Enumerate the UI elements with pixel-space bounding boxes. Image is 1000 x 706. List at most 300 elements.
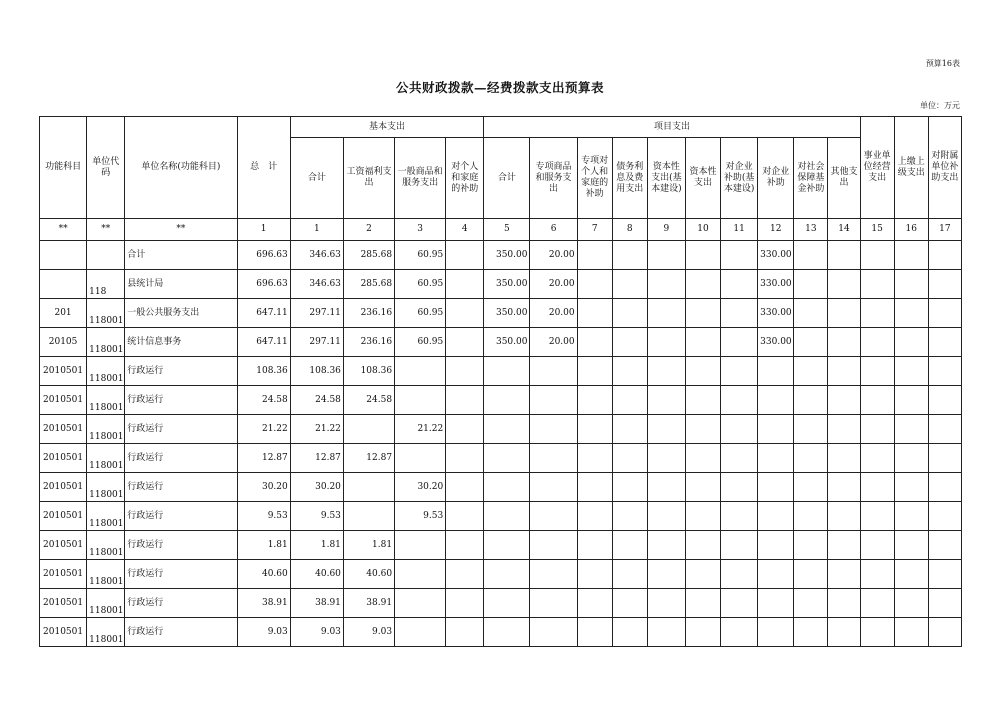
basic-goods-cell [395, 386, 446, 415]
table-row [40, 357, 962, 386]
project-other-cell [828, 241, 860, 270]
basic-wage-cell: 12.87 [343, 444, 394, 473]
unit-name-cell: 行政运行 [125, 589, 237, 618]
project-goods-cell [530, 473, 577, 502]
project-total-cell [484, 415, 530, 444]
basic-total-cell: 12.87 [290, 444, 343, 473]
unit-code-cell [87, 241, 125, 270]
func-subject-cell: 2010501 [40, 560, 87, 589]
project-goods-cell [530, 618, 577, 647]
total-cell: 9.53 [237, 502, 290, 531]
project-enterprise-cell [758, 473, 794, 502]
project-total-cell [484, 531, 530, 560]
project-social-security-cell [794, 531, 828, 560]
project-total-cell: 350.00 [484, 270, 530, 299]
project-other-cell [828, 589, 860, 618]
project-personal-cell [577, 444, 612, 473]
header-basic-col: 合计 [290, 138, 343, 219]
affiliated-subsidy-cell [928, 589, 961, 618]
header-project-col: 资本性支出(基本建设) [647, 138, 685, 219]
basic-total-cell: 297.11 [290, 299, 343, 328]
header-unit-name: 单位名称(功能科目) [125, 117, 237, 219]
basic-total-cell: 9.53 [290, 502, 343, 531]
project-social-security-cell [794, 444, 828, 473]
table-row [40, 618, 962, 647]
project-enterprise-base-cell [721, 357, 758, 386]
upper-level-cell [894, 444, 928, 473]
basic-total-cell: 38.91 [290, 589, 343, 618]
project-enterprise-cell [758, 502, 794, 531]
basic-goods-cell [395, 589, 446, 618]
table-row [40, 328, 962, 357]
func-subject-cell: 20105 [40, 328, 87, 357]
project-interest-cell [612, 560, 647, 589]
affiliated-subsidy-cell [928, 618, 961, 647]
project-enterprise-cell: 330.00 [758, 241, 794, 270]
project-total-cell [484, 560, 530, 589]
page-title: 公共财政拨款—经费拨款支出预算表 [395, 80, 604, 95]
project-enterprise-base-cell [721, 444, 758, 473]
basic-total-cell: 9.03 [290, 618, 343, 647]
affiliated-subsidy-cell [928, 386, 961, 415]
project-goods-cell [530, 386, 577, 415]
column-index-cell: 2 [343, 219, 394, 241]
project-interest-cell [612, 531, 647, 560]
header-project-group: 项目支出 [484, 117, 860, 138]
header-basic-col: 对个人和家庭的补助 [446, 138, 484, 219]
business-operation-cell [860, 328, 894, 357]
unit-name-cell: 行政运行 [125, 357, 237, 386]
basic-personal-cell [446, 270, 484, 299]
func-subject-cell: 2010501 [40, 415, 87, 444]
project-capital-cell [685, 241, 720, 270]
project-personal-cell [577, 299, 612, 328]
func-subject-cell: 2010501 [40, 531, 87, 560]
basic-goods-cell: 30.20 [395, 473, 446, 502]
project-interest-cell [612, 386, 647, 415]
project-total-cell: 350.00 [484, 328, 530, 357]
business-operation-cell [860, 270, 894, 299]
project-interest-cell [612, 618, 647, 647]
unit-code-cell: 118001 [87, 299, 125, 328]
unit-code-cell: 118001 [87, 560, 125, 589]
project-personal-cell [577, 473, 612, 502]
basic-wage-cell: 1.81 [343, 531, 394, 560]
func-subject-cell: 2010501 [40, 357, 87, 386]
upper-level-cell [894, 502, 928, 531]
project-social-security-cell [794, 502, 828, 531]
header-project-col: 其他支出 [828, 138, 860, 219]
project-capital-cell [685, 560, 720, 589]
project-goods-cell [530, 415, 577, 444]
basic-wage-cell: 108.36 [343, 357, 394, 386]
project-other-cell [828, 444, 860, 473]
basic-personal-cell [446, 241, 484, 270]
table-row [40, 560, 962, 589]
project-social-security-cell [794, 328, 828, 357]
unit-name-cell: 行政运行 [125, 473, 237, 502]
project-interest-cell [612, 270, 647, 299]
project-capital-cell [685, 270, 720, 299]
header-unit-code: 单位代码 [87, 117, 125, 219]
table-row [40, 589, 962, 618]
project-interest-cell [612, 241, 647, 270]
project-social-security-cell [794, 241, 828, 270]
project-enterprise-base-cell [721, 241, 758, 270]
column-index-cell: 11 [721, 219, 758, 241]
project-enterprise-cell: 330.00 [758, 270, 794, 299]
column-index-cell: 15 [860, 219, 894, 241]
table-row [40, 299, 962, 328]
project-goods-cell [530, 531, 577, 560]
unit-name-cell: 行政运行 [125, 531, 237, 560]
column-index-cell: 9 [647, 219, 685, 241]
project-enterprise-base-cell [721, 531, 758, 560]
total-cell: 696.63 [237, 270, 290, 299]
basic-personal-cell [446, 589, 484, 618]
column-index-cell: 8 [612, 219, 647, 241]
basic-goods-cell [395, 531, 446, 560]
affiliated-subsidy-cell [928, 473, 961, 502]
business-operation-cell [860, 560, 894, 589]
project-capital-base-cell [647, 473, 685, 502]
total-cell: 696.63 [237, 241, 290, 270]
column-index-cell: ** [40, 219, 87, 241]
total-cell: 647.11 [237, 328, 290, 357]
func-subject-cell: 2010501 [40, 473, 87, 502]
project-social-security-cell [794, 299, 828, 328]
business-operation-cell [860, 386, 894, 415]
business-operation-cell [860, 502, 894, 531]
project-other-cell [828, 531, 860, 560]
total-cell: 21.22 [237, 415, 290, 444]
project-capital-base-cell [647, 618, 685, 647]
project-enterprise-cell [758, 444, 794, 473]
basic-personal-cell [446, 473, 484, 502]
project-capital-cell [685, 357, 720, 386]
basic-wage-cell: 9.03 [343, 618, 394, 647]
project-personal-cell [577, 386, 612, 415]
project-capital-cell [685, 589, 720, 618]
total-cell: 9.03 [237, 618, 290, 647]
project-personal-cell [577, 241, 612, 270]
basic-total-cell: 30.20 [290, 473, 343, 502]
basic-goods-cell: 9.53 [395, 502, 446, 531]
project-total-cell [484, 618, 530, 647]
header-basic-col: 一般商品和服务支出 [395, 138, 446, 219]
project-capital-base-cell [647, 241, 685, 270]
header-other-col: 上缴上级支出 [894, 117, 928, 219]
header-other-col: 对附属单位补助支出 [928, 117, 961, 219]
column-index-cell: 6 [530, 219, 577, 241]
upper-level-cell [894, 357, 928, 386]
unit-code-cell: 118001 [87, 328, 125, 357]
basic-total-cell: 24.58 [290, 386, 343, 415]
func-subject-cell: 2010501 [40, 618, 87, 647]
table-row [40, 473, 962, 502]
basic-goods-cell: 60.95 [395, 270, 446, 299]
project-total-cell [484, 502, 530, 531]
project-personal-cell [577, 357, 612, 386]
project-capital-cell [685, 473, 720, 502]
project-enterprise-base-cell [721, 618, 758, 647]
basic-wage-cell: 38.91 [343, 589, 394, 618]
total-cell: 24.58 [237, 386, 290, 415]
project-enterprise-cell [758, 618, 794, 647]
project-capital-cell [685, 386, 720, 415]
basic-wage-cell [343, 502, 394, 531]
basic-personal-cell [446, 560, 484, 589]
total-cell: 38.91 [237, 589, 290, 618]
column-index-cell: 5 [484, 219, 530, 241]
project-interest-cell [612, 357, 647, 386]
func-subject-cell [40, 270, 87, 299]
project-personal-cell [577, 502, 612, 531]
table-number: 预算16表 [925, 59, 960, 68]
upper-level-cell [894, 560, 928, 589]
basic-wage-cell: 285.68 [343, 241, 394, 270]
project-total-cell [484, 473, 530, 502]
column-index-cell: 10 [685, 219, 720, 241]
project-social-security-cell [794, 473, 828, 502]
unit-code-cell: 118001 [87, 618, 125, 647]
unit-name-cell: 合计 [125, 241, 237, 270]
affiliated-subsidy-cell [928, 444, 961, 473]
header-project-col: 专项商品和服务支出 [530, 138, 577, 219]
basic-personal-cell [446, 444, 484, 473]
unit-name-cell: 行政运行 [125, 618, 237, 647]
project-capital-base-cell [647, 386, 685, 415]
upper-level-cell [894, 473, 928, 502]
basic-total-cell: 21.22 [290, 415, 343, 444]
project-interest-cell [612, 473, 647, 502]
project-goods-cell: 20.00 [530, 328, 577, 357]
project-other-cell [828, 270, 860, 299]
affiliated-subsidy-cell [928, 560, 961, 589]
project-capital-base-cell [647, 357, 685, 386]
total-cell: 647.11 [237, 299, 290, 328]
header-basic-group: 基本支出 [290, 117, 484, 138]
project-interest-cell [612, 444, 647, 473]
project-social-security-cell [794, 560, 828, 589]
project-total-cell: 350.00 [484, 299, 530, 328]
basic-wage-cell [343, 415, 394, 444]
unit-code-cell: 118001 [87, 473, 125, 502]
project-other-cell [828, 473, 860, 502]
column-index-cell: 16 [894, 219, 928, 241]
unit-name-cell: 行政运行 [125, 415, 237, 444]
affiliated-subsidy-cell [928, 502, 961, 531]
project-capital-base-cell [647, 589, 685, 618]
basic-personal-cell [446, 357, 484, 386]
total-cell: 12.87 [237, 444, 290, 473]
upper-level-cell [894, 328, 928, 357]
project-enterprise-base-cell [721, 386, 758, 415]
project-goods-cell [530, 357, 577, 386]
table-body [40, 241, 962, 647]
func-subject-cell: 2010501 [40, 444, 87, 473]
column-index-cell: 17 [928, 219, 961, 241]
project-enterprise-base-cell [721, 328, 758, 357]
project-other-cell [828, 618, 860, 647]
unit-name-cell: 行政运行 [125, 560, 237, 589]
column-index-cell: 4 [446, 219, 484, 241]
project-goods-cell: 20.00 [530, 270, 577, 299]
unit-name-cell: 行政运行 [125, 444, 237, 473]
project-total-cell [484, 589, 530, 618]
business-operation-cell [860, 589, 894, 618]
basic-personal-cell [446, 531, 484, 560]
unit-code-cell: 118001 [87, 531, 125, 560]
project-enterprise-cell [758, 531, 794, 560]
unit-code-cell: 118001 [87, 589, 125, 618]
unit-code-cell: 118 [87, 270, 125, 299]
upper-level-cell [894, 618, 928, 647]
project-goods-cell [530, 502, 577, 531]
unit-name-cell: 一般公共服务支出 [125, 299, 237, 328]
header-project-col: 合计 [484, 138, 530, 219]
header-other-col: 事业单位经营支出 [860, 117, 894, 219]
project-capital-cell [685, 502, 720, 531]
total-cell: 30.20 [237, 473, 290, 502]
basic-goods-cell [395, 618, 446, 647]
basic-personal-cell [446, 386, 484, 415]
project-enterprise-cell: 330.00 [758, 328, 794, 357]
header-basic-col: 工资福利支出 [343, 138, 394, 219]
project-capital-base-cell [647, 531, 685, 560]
basic-total-cell: 40.60 [290, 560, 343, 589]
project-other-cell [828, 299, 860, 328]
basic-goods-cell: 60.95 [395, 299, 446, 328]
unit-name-cell: 行政运行 [125, 386, 237, 415]
table-row [40, 270, 962, 299]
unit-code-cell: 118001 [87, 357, 125, 386]
business-operation-cell [860, 357, 894, 386]
project-enterprise-cell [758, 560, 794, 589]
unit-name-cell: 行政运行 [125, 502, 237, 531]
table-row [40, 415, 962, 444]
func-subject-cell: 201 [40, 299, 87, 328]
upper-level-cell [894, 386, 928, 415]
project-other-cell [828, 386, 860, 415]
table-row [40, 444, 962, 473]
unit-code-cell: 118001 [87, 386, 125, 415]
affiliated-subsidy-cell [928, 241, 961, 270]
upper-level-cell [894, 531, 928, 560]
basic-wage-cell: 24.58 [343, 386, 394, 415]
project-interest-cell [612, 589, 647, 618]
unit-label: 单位：万元 [920, 101, 960, 110]
project-other-cell [828, 502, 860, 531]
table-row [40, 531, 962, 560]
basic-personal-cell [446, 415, 484, 444]
project-capital-base-cell [647, 444, 685, 473]
project-social-security-cell [794, 270, 828, 299]
project-other-cell [828, 328, 860, 357]
affiliated-subsidy-cell [928, 531, 961, 560]
basic-total-cell: 297.11 [290, 328, 343, 357]
upper-level-cell [894, 415, 928, 444]
project-enterprise-cell [758, 386, 794, 415]
project-capital-cell [685, 531, 720, 560]
project-social-security-cell [794, 589, 828, 618]
basic-wage-cell: 236.16 [343, 299, 394, 328]
project-other-cell [828, 560, 860, 589]
project-capital-base-cell [647, 270, 685, 299]
header-project-col: 资本性支出 [685, 138, 720, 219]
project-enterprise-cell [758, 589, 794, 618]
project-total-cell [484, 444, 530, 473]
header-project-col: 专项对个人和家庭的补助 [577, 138, 612, 219]
unit-code-cell: 118001 [87, 444, 125, 473]
column-index-cell: ** [125, 219, 237, 241]
project-capital-cell [685, 299, 720, 328]
total-cell: 40.60 [237, 560, 290, 589]
column-index-row [40, 219, 962, 241]
total-cell: 1.81 [237, 531, 290, 560]
column-index-cell: 14 [828, 219, 860, 241]
business-operation-cell [860, 415, 894, 444]
basic-wage-cell: 236.16 [343, 328, 394, 357]
project-enterprise-cell [758, 415, 794, 444]
column-index-cell: 12 [758, 219, 794, 241]
func-subject-cell [40, 241, 87, 270]
basic-personal-cell [446, 328, 484, 357]
business-operation-cell [860, 473, 894, 502]
upper-level-cell [894, 589, 928, 618]
upper-level-cell [894, 270, 928, 299]
unit-code-cell: 118001 [87, 415, 125, 444]
upper-level-cell [894, 299, 928, 328]
project-personal-cell [577, 531, 612, 560]
project-capital-base-cell [647, 502, 685, 531]
column-index-cell: ** [87, 219, 125, 241]
basic-total-cell: 346.63 [290, 270, 343, 299]
affiliated-subsidy-cell [928, 299, 961, 328]
business-operation-cell [860, 531, 894, 560]
basic-total-cell: 346.63 [290, 241, 343, 270]
project-capital-cell [685, 415, 720, 444]
project-enterprise-base-cell [721, 589, 758, 618]
project-enterprise-cell: 330.00 [758, 299, 794, 328]
project-interest-cell [612, 299, 647, 328]
project-capital-base-cell [647, 299, 685, 328]
basic-wage-cell: 40.60 [343, 560, 394, 589]
affiliated-subsidy-cell [928, 357, 961, 386]
basic-goods-cell [395, 357, 446, 386]
project-total-cell [484, 386, 530, 415]
project-capital-base-cell [647, 415, 685, 444]
header-func-subject: 功能科目 [40, 117, 87, 219]
affiliated-subsidy-cell [928, 270, 961, 299]
project-enterprise-base-cell [721, 270, 758, 299]
project-social-security-cell [794, 415, 828, 444]
project-goods-cell [530, 444, 577, 473]
basic-goods-cell: 60.95 [395, 241, 446, 270]
table-header [40, 117, 962, 241]
header-project-col: 对企业补助(基本建设) [721, 138, 758, 219]
project-enterprise-cell [758, 357, 794, 386]
func-subject-cell: 2010501 [40, 502, 87, 531]
budget-table [39, 116, 962, 647]
column-index-cell: 13 [794, 219, 828, 241]
business-operation-cell [860, 618, 894, 647]
column-index-cell: 1 [237, 219, 290, 241]
project-enterprise-base-cell [721, 502, 758, 531]
project-interest-cell [612, 502, 647, 531]
project-total-cell [484, 357, 530, 386]
project-personal-cell [577, 328, 612, 357]
